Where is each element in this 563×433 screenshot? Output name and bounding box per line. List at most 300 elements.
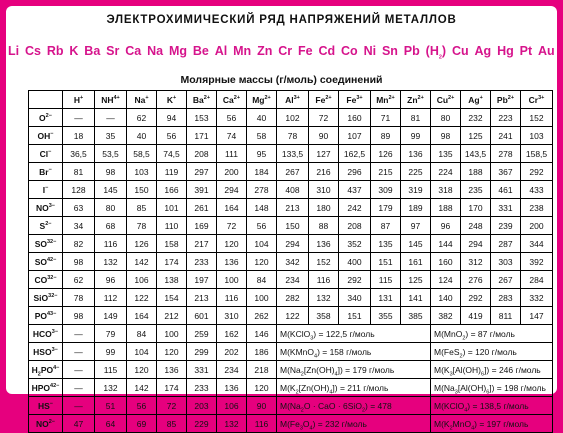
anion-header: $NO^{3-}$	[29, 199, 63, 217]
metal-symbol: K	[69, 44, 79, 58]
mass-cell: 116	[247, 415, 277, 433]
metal-symbol: Hg	[497, 44, 514, 58]
mass-cell: 136	[217, 253, 247, 271]
mass-cell: 208	[187, 145, 217, 163]
mass-cell: 104	[127, 343, 157, 361]
mass-cell: 232	[461, 109, 491, 127]
mass-cell: 150	[127, 181, 157, 199]
mass-cell: 287	[491, 235, 521, 253]
mass-cell: 124	[431, 271, 461, 289]
molar-mass-note: $M(Na_3[Al(OH)_6]) = 198$ г/моль	[431, 379, 553, 397]
mass-cell: 131	[371, 289, 401, 307]
mass-cell: 56	[217, 109, 247, 127]
table-row	[29, 271, 553, 289]
mass-cell: 47	[63, 415, 95, 433]
mass-cell: 81	[401, 109, 431, 127]
mass-cell: 164	[127, 307, 157, 325]
mass-cell: 71	[371, 109, 401, 127]
mass-cell: 81	[63, 163, 95, 181]
molar-mass-note: $M(Na_2[Zn(OH)_4]) = 179$ г/моль	[277, 361, 431, 379]
mass-cell: 68	[95, 217, 127, 235]
mass-cell: 352	[339, 235, 371, 253]
mass-cell: 189	[401, 199, 431, 217]
mass-cell: 238	[521, 199, 553, 217]
mass-cell: 437	[339, 181, 371, 199]
mass-cell: 85	[157, 415, 187, 433]
mass-cell: 235	[461, 181, 491, 199]
anion-header: $H_2PO^{4-}$	[29, 361, 63, 379]
mass-cell: 179	[371, 199, 401, 217]
table-row	[29, 379, 553, 397]
mass-cell: 132	[95, 253, 127, 271]
table-row	[29, 325, 553, 343]
mass-cell: 200	[217, 163, 247, 181]
mass-cell: 310	[309, 181, 339, 199]
metal-symbol: $(H_2)$	[425, 44, 447, 61]
mass-cell: 18	[63, 127, 95, 145]
mass-cell: 267	[277, 163, 309, 181]
mass-cell: 89	[371, 127, 401, 145]
cation-header: $Cu^{2+}$	[431, 91, 461, 109]
mass-cell: 145	[95, 181, 127, 199]
metal-symbol: Co	[341, 44, 358, 58]
mass-cell: 34	[63, 217, 95, 235]
mass-cell: 213	[277, 199, 309, 217]
mass-cell: 164	[217, 199, 247, 217]
mass-cell: 135	[431, 145, 461, 163]
mass-cell: 262	[247, 307, 277, 325]
mass-cell: 36,5	[63, 145, 95, 163]
mass-cell: —	[63, 397, 95, 415]
mass-cell: 85	[127, 199, 157, 217]
mass-cell: 296	[339, 163, 371, 181]
cation-header: $Mg^{2+}$	[247, 91, 277, 109]
metal-symbol: Ca	[125, 44, 142, 58]
anion-header: $HCO^{3-}$	[29, 325, 63, 343]
metal-symbol: Mg	[168, 44, 188, 58]
mass-cell: 312	[461, 253, 491, 271]
mass-cell: 62	[63, 271, 95, 289]
mass-cell: 120	[247, 379, 277, 397]
mass-cell: 174	[157, 253, 187, 271]
table-row	[29, 235, 553, 253]
mass-cell: 125	[461, 127, 491, 145]
cation-header: Ag+	[461, 91, 491, 109]
mass-cell: 106	[217, 397, 247, 415]
mass-cell: 294	[217, 181, 247, 199]
mass-cell: 151	[339, 307, 371, 325]
mass-cell: 331	[491, 199, 521, 217]
mass-cell: 278	[491, 145, 521, 163]
cation-header: $Zn^{2+}$	[401, 91, 431, 109]
mass-cell: 234	[217, 361, 247, 379]
mass-cell: 116	[309, 271, 339, 289]
mass-cell: 100	[217, 271, 247, 289]
molar-mass-note: $M(Na_2O$ · CaO · 6SiO$_2$) = 478	[277, 397, 431, 415]
mass-cell: 278	[247, 181, 277, 199]
mass-cell: 151	[371, 253, 401, 271]
mass-cell: 74	[217, 127, 247, 145]
mass-cell: 203	[187, 397, 217, 415]
mass-cell: 344	[521, 235, 553, 253]
metal-symbol: Au	[537, 44, 555, 58]
mass-cell: 62	[127, 109, 157, 127]
mass-cell: 385	[401, 307, 431, 325]
cation-header: $Cr^{3+}$	[521, 91, 553, 109]
mass-cell: 248	[461, 217, 491, 235]
mass-cell: 170	[461, 199, 491, 217]
mass-cell: 116	[217, 289, 247, 307]
mass-cell: 96	[95, 271, 127, 289]
mass-cell: 332	[521, 289, 553, 307]
mass-cell: 126	[371, 145, 401, 163]
mass-cell: 259	[187, 325, 217, 343]
table-row	[29, 127, 553, 145]
table-row	[29, 289, 553, 307]
anion-header: $NO^{2-}$	[29, 415, 63, 433]
mass-cell: 292	[521, 163, 553, 181]
mass-cell: 186	[247, 343, 277, 361]
anion-header: OH−	[29, 127, 63, 145]
mass-cell: 78	[63, 289, 95, 307]
mass-cell: 80	[431, 109, 461, 127]
mass-cell: 112	[95, 289, 127, 307]
cation-header: $NH^{4+}$	[95, 91, 127, 109]
mass-cell: 358	[309, 307, 339, 325]
mass-cell: —	[63, 361, 95, 379]
mass-cell: 218	[247, 361, 277, 379]
mass-cell: 200	[521, 217, 553, 235]
mass-cell: 107	[339, 127, 371, 145]
metal-symbol: Pt	[519, 44, 533, 58]
anion-header: $O^{2-}$	[29, 109, 63, 127]
mass-cell: 292	[339, 271, 371, 289]
mass-cell: 202	[217, 343, 247, 361]
mass-cell: 56	[247, 217, 277, 235]
mass-cell: 90	[247, 397, 277, 415]
mass-cell: 120	[157, 343, 187, 361]
mass-cell: 87	[371, 217, 401, 235]
mass-cell: 213	[187, 289, 217, 307]
molar-mass-note: M(KClO$_4$) = 138,5 г/моль	[431, 397, 553, 415]
molar-mass-note: M(KMnO$_4$) = 158 г/моль	[277, 343, 431, 361]
table-row	[29, 307, 553, 325]
mass-cell: 382	[431, 307, 461, 325]
cation-header: H+	[63, 91, 95, 109]
metal-symbol: Rb	[46, 44, 64, 58]
mass-cell: 142	[127, 379, 157, 397]
mass-cell: 98	[63, 307, 95, 325]
mass-cell: 136	[309, 235, 339, 253]
mass-cell: 160	[339, 109, 371, 127]
mass-cell: 224	[431, 163, 461, 181]
mass-cell: 136	[401, 145, 431, 163]
mass-cell: 125	[401, 271, 431, 289]
mass-cell: 82	[63, 235, 95, 253]
mass-cell: 309	[371, 181, 401, 199]
mass-cell: 283	[491, 289, 521, 307]
mass-cell: 153	[187, 109, 217, 127]
mass-cell: 119	[157, 163, 187, 181]
mass-cell: 355	[371, 307, 401, 325]
mass-cell: 601	[187, 307, 217, 325]
cation-header: $Al^{3+}$	[277, 91, 309, 109]
mass-cell: 811	[491, 307, 521, 325]
page-title: ЭЛЕКТРОХИМИЧЕСКИЙ РЯД НАПРЯЖЕНИЙ МЕТАЛЛОВ	[106, 14, 457, 26]
anion-header: $SO^{42-}$	[29, 253, 63, 271]
mass-cell: 72	[157, 397, 187, 415]
mass-cell: 319	[401, 181, 431, 199]
mass-cell: 120	[217, 235, 247, 253]
mass-cell: 146	[247, 325, 277, 343]
table-row	[29, 181, 553, 199]
cation-header: $Pb^{2+}$	[491, 91, 521, 109]
mass-cell: 132	[217, 415, 247, 433]
cation-header: $Ca^{2+}$	[217, 91, 247, 109]
molar-mass-note: $M(K_2[Zn(OH)_4]) = 211$ г/моль	[277, 379, 431, 397]
mass-cell: 64	[95, 415, 127, 433]
mass-cell: 84	[127, 325, 157, 343]
metal-symbol: Mn	[233, 44, 252, 58]
mass-cell: 100	[157, 325, 187, 343]
cation-header: Na+	[127, 91, 157, 109]
mass-cell: 166	[157, 181, 187, 199]
mass-cell: 63	[63, 199, 95, 217]
mass-cell: 294	[461, 235, 491, 253]
mass-cell: 391	[187, 181, 217, 199]
mass-cell: 147	[521, 307, 553, 325]
mass-cell: 152	[521, 109, 553, 127]
mass-cell: 160	[431, 253, 461, 271]
table-row	[29, 343, 553, 361]
mass-cell: 104	[247, 235, 277, 253]
metal-symbol: Cs	[24, 44, 41, 58]
mass-cell: 103	[127, 163, 157, 181]
anion-header: $HPO^{42-}$	[29, 379, 63, 397]
mass-cell: 239	[491, 217, 521, 235]
table-row	[29, 253, 553, 271]
mass-cell: 98	[95, 163, 127, 181]
mass-cell: 225	[401, 163, 431, 181]
metal-symbol: Cd	[318, 44, 336, 58]
mass-cell: 56	[127, 397, 157, 415]
mass-cell: 242	[339, 199, 371, 217]
table-row	[29, 397, 553, 415]
mass-cell: 133,5	[277, 145, 309, 163]
cation-header: $Ba^{2+}$	[187, 91, 217, 109]
header-row	[29, 91, 553, 109]
table-row	[29, 415, 553, 433]
mass-cell: 145	[401, 235, 431, 253]
anion-header: Cl−	[29, 145, 63, 163]
mass-cell: 78	[127, 217, 157, 235]
mass-cell: 51	[95, 397, 127, 415]
molar-mass-note: $M(K_3[Al(OH)_6]) = 246$ г/моль	[431, 361, 553, 379]
mass-cell: 132	[95, 379, 127, 397]
metal-symbol: Be	[192, 44, 209, 58]
mass-cell: 208	[339, 217, 371, 235]
mass-cell: 419	[461, 307, 491, 325]
mass-cell: 122	[277, 307, 309, 325]
anion-header: $SO^{32-}$	[29, 235, 63, 253]
mass-cell: 96	[431, 217, 461, 235]
mass-cell: 392	[521, 253, 553, 271]
mass-cell: 276	[461, 271, 491, 289]
chart-card	[6, 6, 557, 432]
metal-symbol: Ag	[474, 44, 492, 58]
mass-cell: 143,5	[461, 145, 491, 163]
mass-cell: 142	[127, 253, 157, 271]
mass-cell: 90	[309, 127, 339, 145]
mass-cell: 94	[157, 109, 187, 127]
mass-cell: —	[63, 325, 95, 343]
mass-cell: 408	[277, 181, 309, 199]
mass-cell: 188	[431, 199, 461, 217]
mass-cell: 106	[127, 271, 157, 289]
corner-cell	[29, 91, 63, 109]
mass-cell: 97	[401, 217, 431, 235]
mass-cell: 212	[157, 307, 187, 325]
mass-cell: —	[95, 109, 127, 127]
mass-cell: 331	[187, 361, 217, 379]
mass-cell: 152	[309, 253, 339, 271]
mass-cell: 95	[247, 145, 277, 163]
mass-cell: 216	[309, 163, 339, 181]
mass-cell: 162,5	[339, 145, 371, 163]
mass-cell: 128	[63, 181, 95, 199]
mass-cell: 169	[187, 217, 217, 235]
mass-cell: 126	[127, 235, 157, 253]
molar-mass-note: M(FeS$_2$) = 120 г/моль	[431, 343, 553, 361]
mass-cell: —	[63, 343, 95, 361]
mass-cell: 340	[339, 289, 371, 307]
mass-cell: 180	[309, 199, 339, 217]
mass-cell: 102	[277, 109, 309, 127]
table-row	[29, 199, 553, 217]
anion-header: HS−	[29, 397, 63, 415]
mass-cell: 150	[277, 217, 309, 235]
mass-cell: 149	[95, 307, 127, 325]
table-row	[29, 163, 553, 181]
mass-cell: 215	[371, 163, 401, 181]
mass-cell: 79	[95, 325, 127, 343]
mass-cell: 233	[187, 379, 217, 397]
metal-symbol: Fe	[298, 44, 313, 58]
table-row	[29, 145, 553, 163]
mass-cell: 400	[339, 253, 371, 271]
molar-mass-note: $M(K_2MnO_4) = 197$ г/моль	[431, 415, 553, 433]
metal-symbol: Sn	[381, 44, 398, 58]
mass-cell: 74,5	[157, 145, 187, 163]
molar-mass-note: M(KClO$_3$) = 122,5 г/моль	[277, 325, 431, 343]
mass-cell: 136	[217, 379, 247, 397]
mass-cell: 84	[247, 271, 277, 289]
mass-cell: 171	[187, 127, 217, 145]
mass-cell: 229	[187, 415, 217, 433]
anion-header: I−	[29, 181, 63, 199]
mass-cell: 188	[461, 163, 491, 181]
cation-header: $Mn^{2+}$	[371, 91, 401, 109]
mass-cell: —	[63, 379, 95, 397]
mass-cell: 88	[309, 217, 339, 235]
metal-symbol: Cr	[278, 44, 293, 58]
mass-cell: 284	[521, 271, 553, 289]
mass-cell: 78	[277, 127, 309, 145]
mass-cell: 310	[217, 307, 247, 325]
table-row	[29, 361, 553, 379]
anion-header: $S^{2-}$	[29, 217, 63, 235]
table-row	[29, 109, 553, 127]
mass-cell: 162	[217, 325, 247, 343]
metal-symbol: Cu	[451, 44, 469, 58]
mass-cell: 99	[95, 343, 127, 361]
cation-header: $Fe^{2+}$	[309, 91, 339, 109]
molar-mass-table	[28, 90, 553, 433]
mass-cell: 148	[247, 199, 277, 217]
anion-header: $CO^{32-}$	[29, 271, 63, 289]
molar-mass-note: $M(Fe_3O_4) = 232$ г/моль	[277, 415, 431, 433]
metal-symbol: Na	[147, 44, 164, 58]
mass-cell: 141	[401, 289, 431, 307]
mass-cell: 72	[217, 217, 247, 235]
mass-cell: 120	[247, 253, 277, 271]
mass-cell: 80	[95, 199, 127, 217]
metal-symbol: Pb	[403, 44, 420, 58]
metal-activity-series	[8, 44, 557, 61]
metal-symbol: Sr	[106, 44, 120, 58]
anion-header: SiO$^{32-}$	[29, 289, 63, 307]
mass-cell: 433	[521, 181, 553, 199]
anion-header: $HSO^{3-}$	[29, 343, 63, 361]
mass-cell: 58	[247, 127, 277, 145]
anion-header: $PO^{43-}$	[29, 307, 63, 325]
mass-cell: 40	[127, 127, 157, 145]
mass-cell: 127	[309, 145, 339, 163]
metal-symbol: Al	[214, 44, 228, 58]
mass-cell: 115	[371, 271, 401, 289]
mass-cell: 241	[491, 127, 521, 145]
metal-symbol: Ba	[84, 44, 101, 58]
mass-cell: 161	[401, 253, 431, 271]
mass-cell: 40	[247, 109, 277, 127]
mass-cell: 184	[247, 163, 277, 181]
mass-cell: 111	[217, 145, 247, 163]
mass-cell: 101	[157, 199, 187, 217]
mass-cell: 154	[157, 289, 187, 307]
mass-cell: 120	[127, 361, 157, 379]
mass-cell: 234	[277, 271, 309, 289]
mass-cell: 261	[187, 199, 217, 217]
table-row	[29, 217, 553, 235]
mass-cell: 115	[95, 361, 127, 379]
mass-cell: 135	[371, 235, 401, 253]
mass-cell: 132	[309, 289, 339, 307]
mass-cell: 136	[157, 361, 187, 379]
mass-cell: 233	[187, 253, 217, 271]
mass-cell: 98	[431, 127, 461, 145]
mass-cell: 58,5	[127, 145, 157, 163]
mass-cell: 367	[491, 163, 521, 181]
mass-cell: 144	[431, 235, 461, 253]
mass-cell: 297	[187, 163, 217, 181]
mass-cell: 56	[157, 127, 187, 145]
metal-symbol: Ni	[363, 44, 377, 58]
mass-cell: 100	[247, 289, 277, 307]
mass-cell: 299	[187, 343, 217, 361]
mass-cell: 140	[431, 289, 461, 307]
metal-symbol: Li	[8, 44, 20, 58]
mass-cell: 116	[95, 235, 127, 253]
